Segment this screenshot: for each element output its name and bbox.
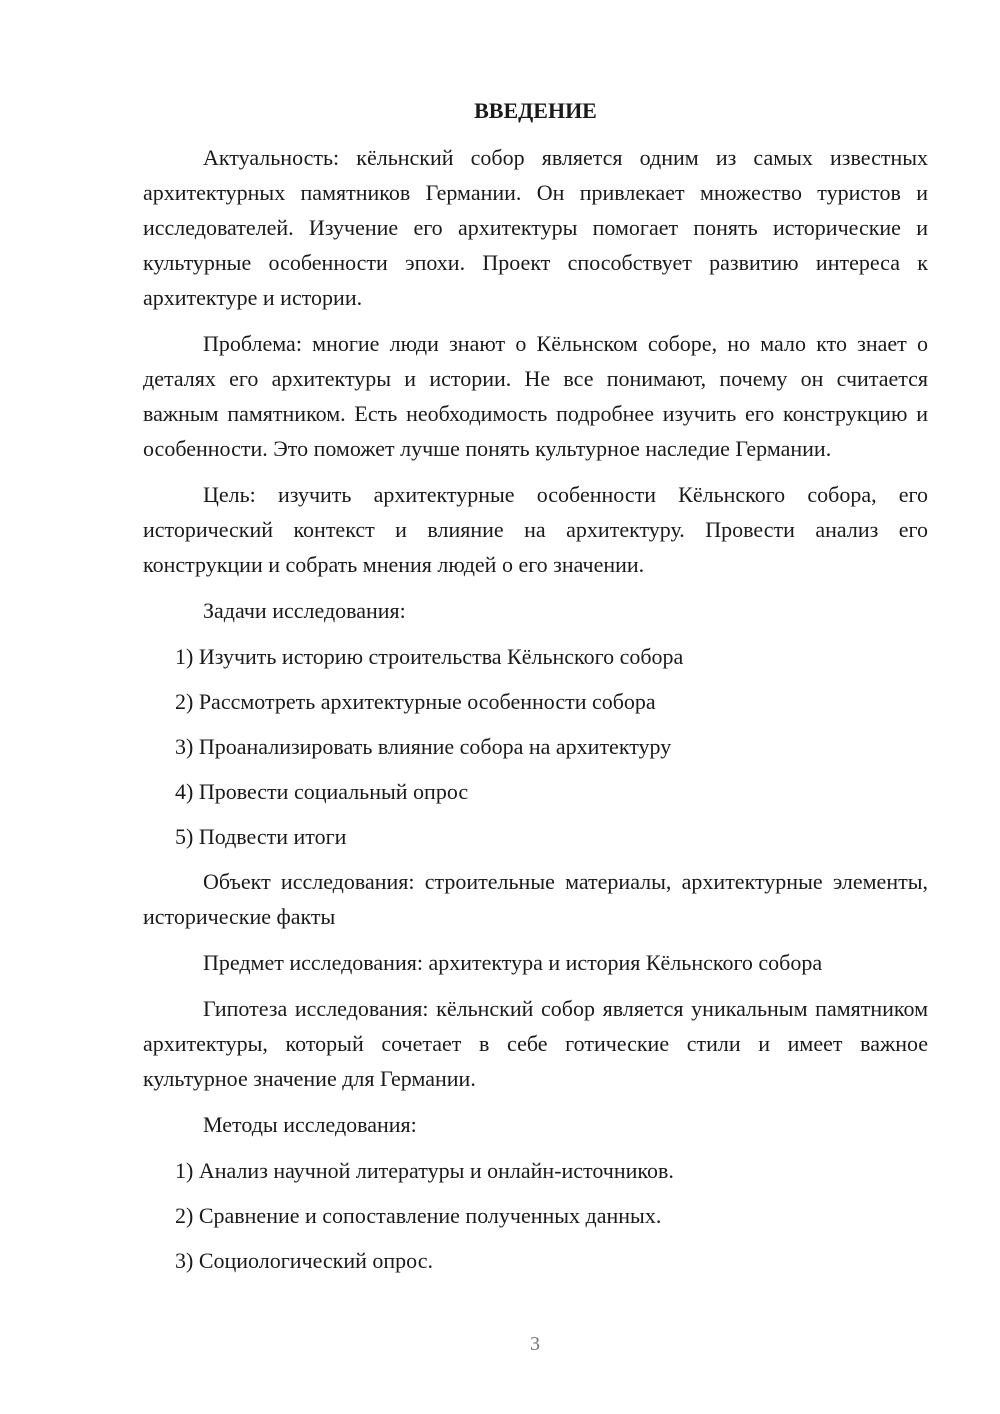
- page-number: 3: [530, 1333, 540, 1355]
- list-item: 1) Изучить историю строительства Кёльнского собора: [175, 644, 684, 669]
- list-item: 3) Социологический опрос.: [175, 1248, 433, 1273]
- list-item: 5) Подвести итоги: [175, 824, 347, 849]
- tasks-label: Задачи исследования:: [203, 598, 406, 623]
- methods-label: Методы исследования:: [203, 1112, 417, 1137]
- relevance-paragraph: Актуальность: кёльнский собор является одним из самых известных архитектурных памятников Германии. Он привлекает множество туристов и исследователей. Изучение его архитектуры помогает понять исторические и культурные особенности эпохи. Проект способствует развитию интереса к архитектуре и истории.: [143, 145, 928, 310]
- problem-paragraph: Проблема: многие люди знают о Кёльнском соборе, но мало кто знает о деталях его архитектуры и истории. Не все понимают, почему он считается важным памятником. Есть необходимость подробнее изучить его конструкцию и особенности. Это поможет лучше понять культурное наследие Германии.: [143, 331, 928, 461]
- list-item: 1) Анализ научной литературы и онлайн-источников.: [175, 1158, 674, 1183]
- list-item: 3) Проанализировать влияние собора на архитектуру: [175, 734, 672, 759]
- methods-list: [143, 1153, 928, 1278]
- list-item: 4) Провести социальный опрос: [175, 779, 469, 804]
- page-title: ВВЕДЕНИЕ: [474, 98, 597, 123]
- list-item: 2) Рассмотреть архитектурные особенности собора: [175, 689, 656, 714]
- hypothesis-paragraph: Гипотеза исследования: кёльнский собор является уникальным памятником архитектуры, который сочетает в себе готические стили и имеет важное культурное значение для Германии.: [143, 996, 928, 1091]
- goal-paragraph: Цель: изучить архитектурные особенности Кёльнского собора, его исторический контекст и влияние на архитектуру. Провести анализ его конструкции и собрать мнения людей о его значении.: [143, 482, 928, 577]
- subject-paragraph: Предмет исследования: архитектура и история Кёльнского собора: [203, 950, 823, 975]
- document-page: [143, 96, 928, 1288]
- object-paragraph: Объект исследования: строительные материалы, архитектурные элементы, исторические факты: [143, 869, 928, 929]
- tasks-list: [143, 639, 928, 854]
- list-item: 2) Сравнение и сопоставление полученных данных.: [175, 1203, 662, 1228]
